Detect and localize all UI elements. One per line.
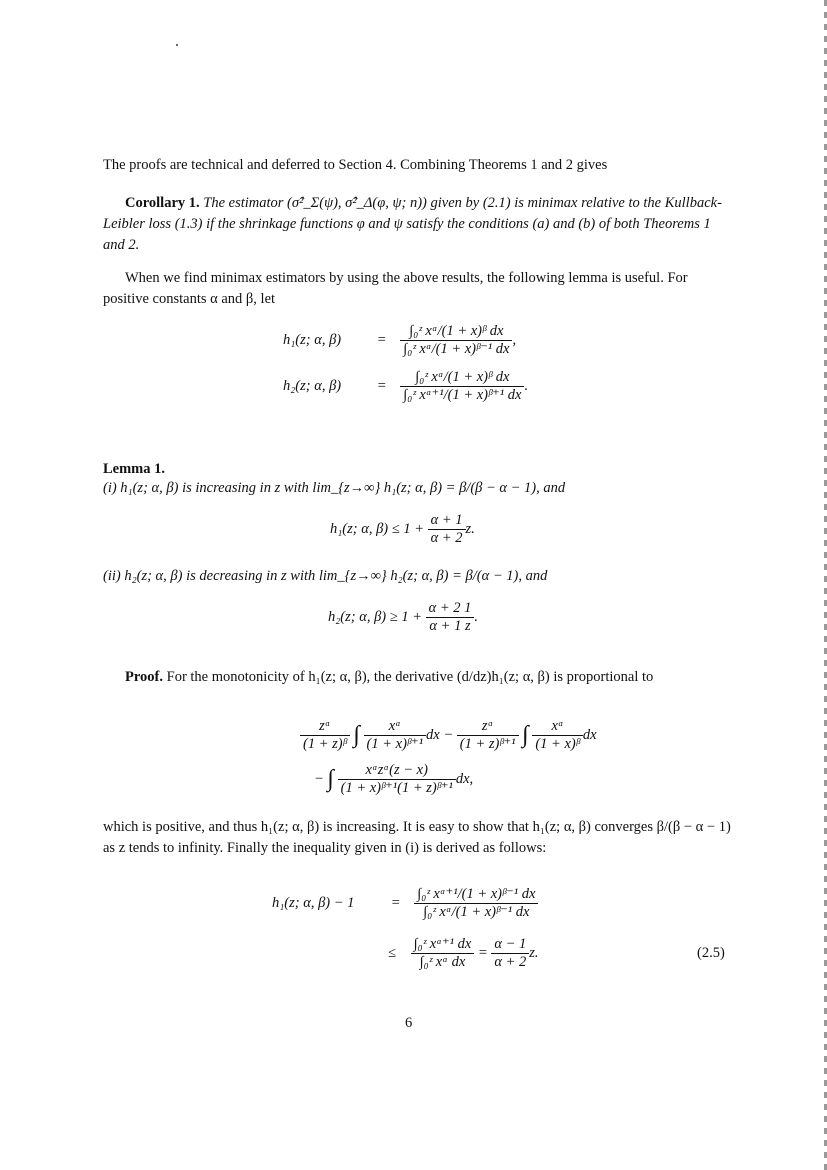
lemma-i-inequality: h₁(z; α, β) ≤ 1 + $\frac{\alpha + 1}{\alpha + 2}$ z. <box>330 512 475 546</box>
inequality-line-1: h₁(z; α, β) − 1 = $\frac{\text{∫₀ᶻ xᵅ⁺¹/(1 + x)ᵝ⁻¹ dx}}{\text{∫₀ᶻ xᵅ/(1 + x)ᵝ⁻¹ dx}}$ <box>272 886 538 921</box>
corollary-1 <box>103 193 735 256</box>
lemma-label: Lemma 1. <box>103 461 166 477</box>
corollary-label: Corollary 1. <box>125 195 200 211</box>
h1-definition: h₁(z; α, β) = $\frac{\text{∫₀ᶻ xᵅ/(1 + x)ᵝ dx}}{\text{∫₀ᶻ xᵅ/(1 + x)ᵝ⁻¹ dx}}$ , <box>283 323 517 357</box>
derivative-line-1: $\frac{\text{zᵅ}}{\text{(1 + z)ᵝ}}$ ∫ $\frac{\text{xᵅ}}{\text{(1 + x)ᵝ⁺¹}}$ dx − $\frac{\text{zᵅ}}{\text{(1 + z)ᵝ⁺¹}}$ ∫ $\frac{\text{xᵅ}}{\text{(1 + x)ᵝ}}$ dx <box>300 718 597 753</box>
proof-intro: Proof. For the monotonicity of h₁(z; α, β), the derivative (d/dz)h₁(z; α, β) is proportional to <box>125 669 654 685</box>
corollary-text: The estimator (σ̂²_Σ(ψ), σ̂²_Δ(φ, ψ; n)) given by (2.1) is minimax relative to the Kullback-Leibler loss (1.3) if the shrinkage functions φ and ψ satisfy the conditions (a) and (b) of both Theorems 1 and 2. <box>103 195 722 253</box>
h2-definition: h₂(z; α, β) = $\frac{\text{∫₀ᶻ xᵅ/(1 + x)ᵝ dx}}{\text{∫₀ᶻ xᵅ⁺¹/(1 + x)ᵝ⁺¹ dx}}$ . <box>283 369 529 403</box>
lemma-part-ii: (ii) h₂(z; α, β) is decreasing in z with lim_{z→∞} h₂(z; α, β) = β/(α − 1), and <box>103 568 548 584</box>
paragraph-lemma-intro: When we find minimax estimators by using the above results, the following lemma is useful. For positive constants α and β, let <box>103 270 688 307</box>
lemma-part-i: (i) h₁(z; α, β) is increasing in z with lim_{z→∞} h₁(z; α, β) = β/(β − α − 1), and <box>103 480 566 496</box>
inequality-line-2: ≤ $\frac{\text{∫₀ᶻ xᵅ⁺¹ dx}}{\text{∫₀ᶻ xᵅ dx}}$ = $\frac{\alpha - 1}{\alpha + 2}$ z. <box>388 936 539 970</box>
lemma-ii-inequality: h₂(z; α, β) ≥ 1 + $\frac{\alpha + 2 1}{\alpha + 1 z}$ . <box>328 600 479 634</box>
scan-speck <box>176 44 178 46</box>
proof-continuation: which is positive, and thus h₁(z; α, β) is increasing. It is easy to show that h₁(z; α, β) converges β/(β − α − 1) as z tends to infinity. Finally the inequality given in (i) is derived as follows: <box>103 819 731 856</box>
equation-number: (2.5) <box>697 945 725 961</box>
intro-paragraph: The proofs are technical and deferred to Section 4. Combining Theorems 1 and 2 gives <box>103 157 608 173</box>
page-number: 6 <box>405 1015 413 1031</box>
derivative-line-2: − ∫ $\frac{\text{xᵅzᵅ(z − x)}}{\text{(1 + x)ᵝ⁺¹(1 + z)ᵝ⁺¹}}$ dx, <box>314 762 474 796</box>
